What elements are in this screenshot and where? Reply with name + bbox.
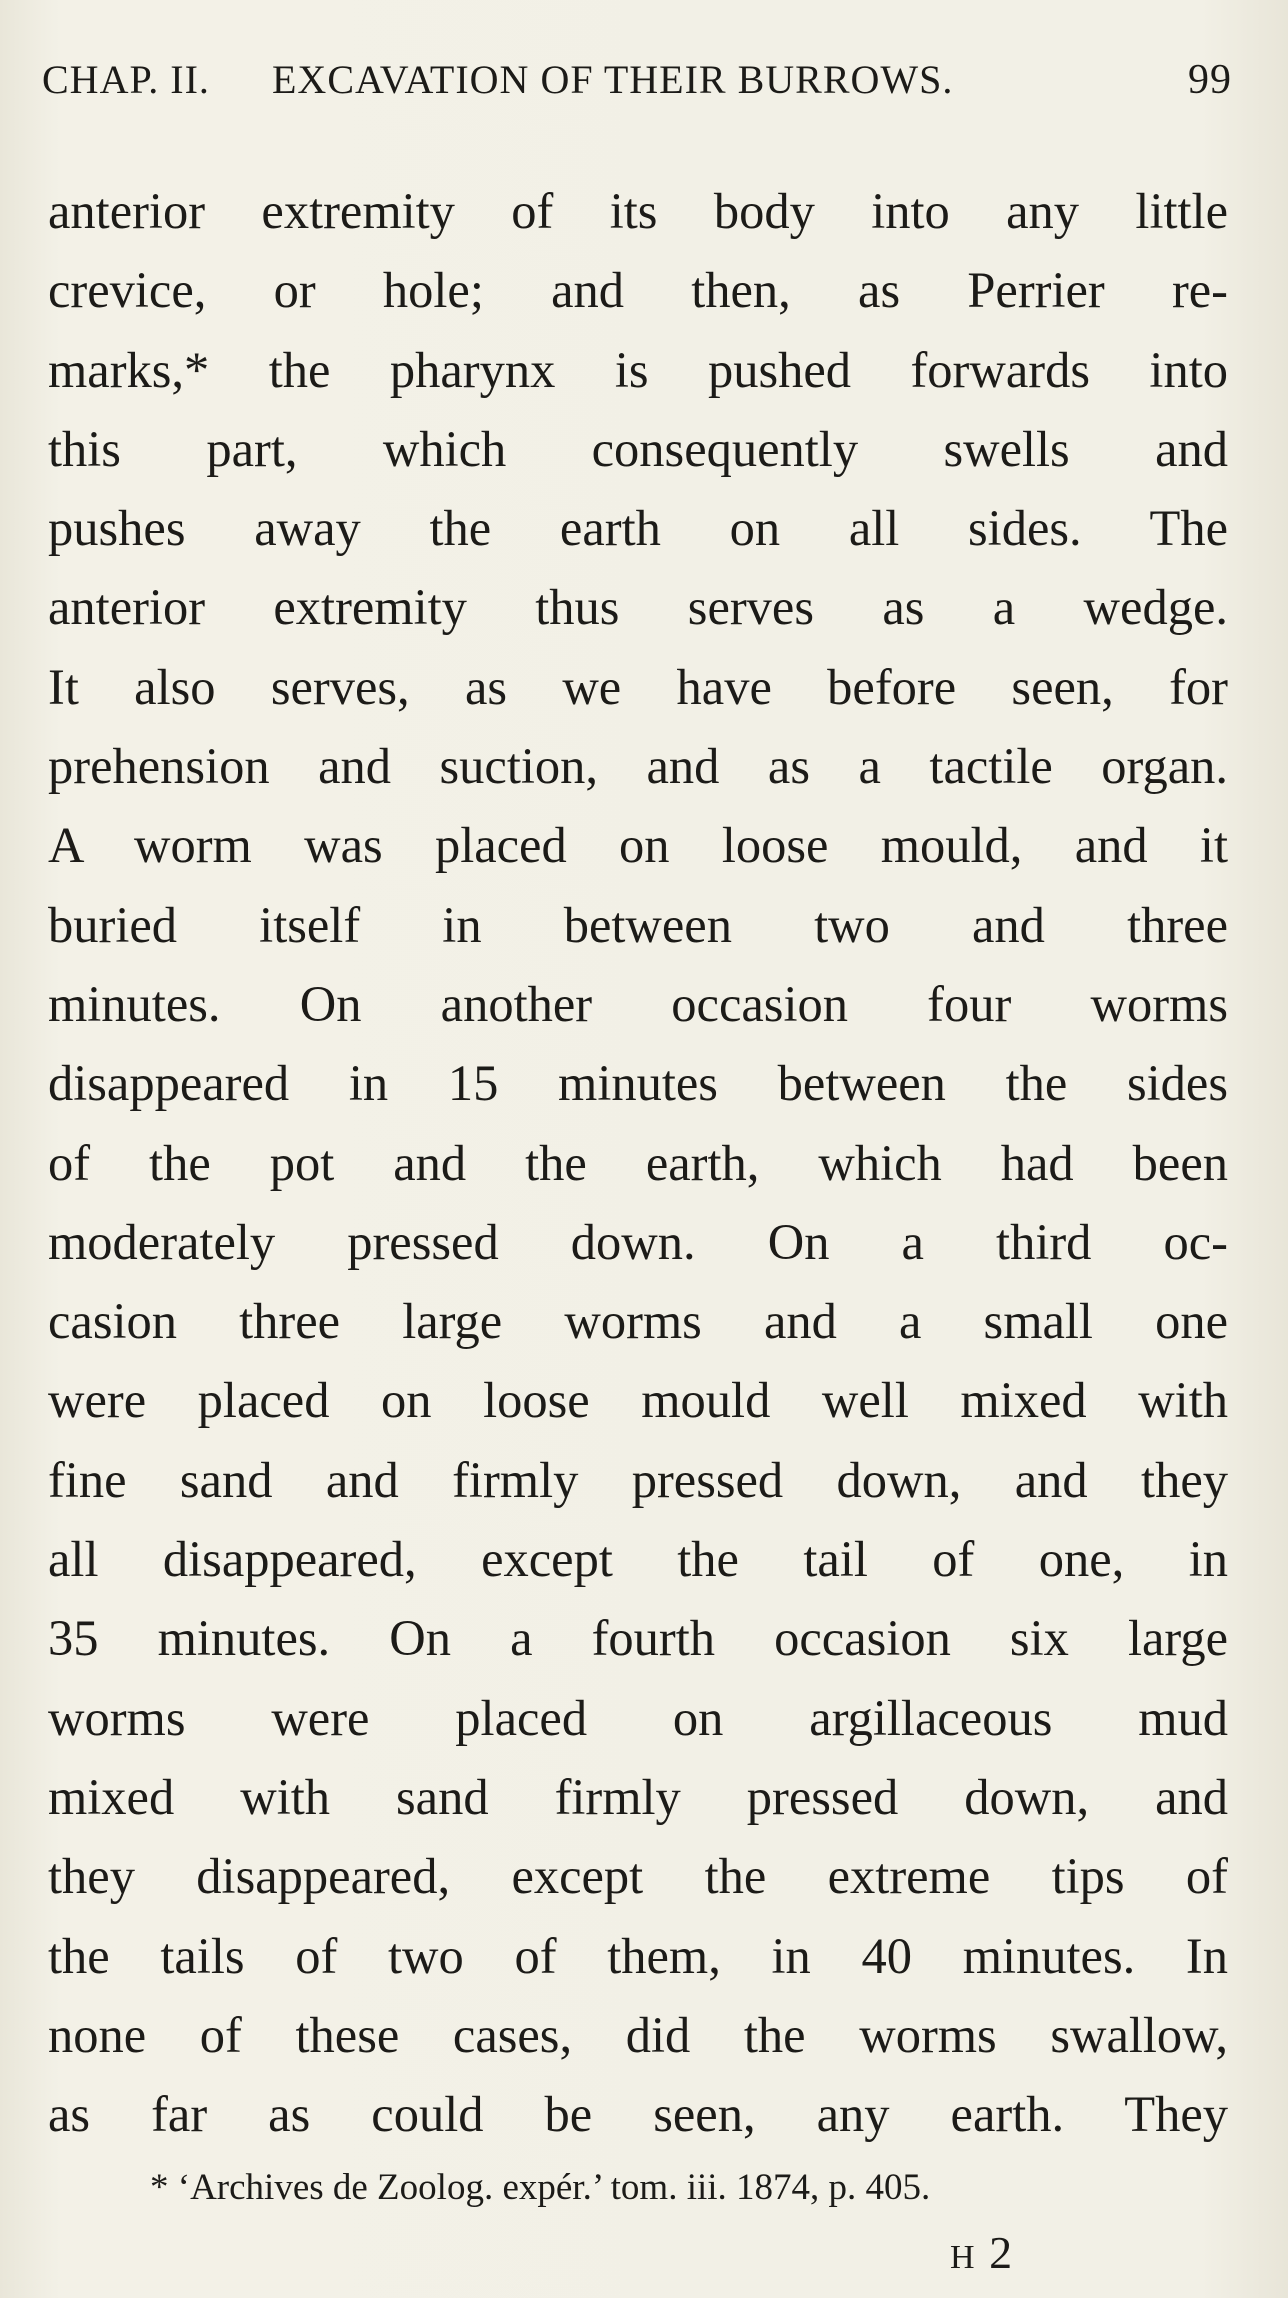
text-line: none of these cases, did the worms swallow, bbox=[48, 2006, 1228, 2063]
text-line: the tails of two of them, in 40 minutes. In bbox=[48, 1927, 1228, 1984]
text-line: of the pot and the earth, which had been bbox=[48, 1134, 1228, 1191]
text-line: this part, which consequently swells and bbox=[48, 420, 1228, 477]
page-number: 99 bbox=[1188, 57, 1232, 103]
chapter-label: CHAP. II. bbox=[42, 57, 210, 102]
footnote: * ‘Archives de Zoolog. expér.’ tom. iii. 1874, p. 405. bbox=[150, 2167, 931, 2208]
text-line: moderately pressed down. On a third oc- bbox=[48, 1213, 1228, 1270]
text-line: disappeared in 15 minutes between the sides bbox=[48, 1055, 1228, 1112]
text-line: marks,* the pharynx is pushed forwards into bbox=[48, 341, 1228, 398]
text-line: anterior extremity thus serves as a wedge. bbox=[48, 579, 1228, 636]
text-line: A worm was placed on loose mould, and it bbox=[48, 817, 1228, 874]
text-line: mixed with sand firmly pressed down, and bbox=[48, 1768, 1228, 1825]
text-line: It also serves, as we have before seen, for bbox=[48, 658, 1228, 715]
text-line: anterior extremity of its body into any little bbox=[48, 183, 1228, 239]
text-line: as far as could be seen, any earth. They bbox=[48, 2086, 1228, 2143]
signature-letter: H bbox=[950, 2239, 976, 2276]
body-text bbox=[48, 172, 1228, 2154]
text-line: buried itself in between two and three bbox=[48, 896, 1228, 953]
text-line: all disappeared, except the tail of one, in bbox=[48, 1531, 1228, 1588]
running-head bbox=[42, 56, 1232, 116]
text-line: were placed on loose mould well mixed with bbox=[48, 1372, 1228, 1429]
chapter-title: EXCAVATION OF THEIR BURROWS. bbox=[272, 57, 954, 102]
text-line: they disappeared, except the extreme tips of bbox=[48, 1848, 1228, 1905]
text-line: casion three large worms and a small one bbox=[48, 1293, 1228, 1350]
text-line: worms were placed on argillaceous mud bbox=[48, 1689, 1228, 1746]
text-line: 35 minutes. On a fourth occasion six large bbox=[48, 1610, 1228, 1667]
text-line: minutes. On another occasion four worms bbox=[48, 975, 1228, 1032]
text-line: crevice, or hole; and then, as Perrier re- bbox=[48, 262, 1228, 319]
text-line: prehension and suction, and as a tactile organ. bbox=[48, 738, 1228, 795]
text-line: pushes away the earth on all sides. The bbox=[48, 500, 1228, 557]
text-line: fine sand and firmly pressed down, and they bbox=[48, 1451, 1228, 1508]
signature-number: 2 bbox=[989, 2227, 1015, 2278]
signature-mark bbox=[950, 2226, 1014, 2279]
